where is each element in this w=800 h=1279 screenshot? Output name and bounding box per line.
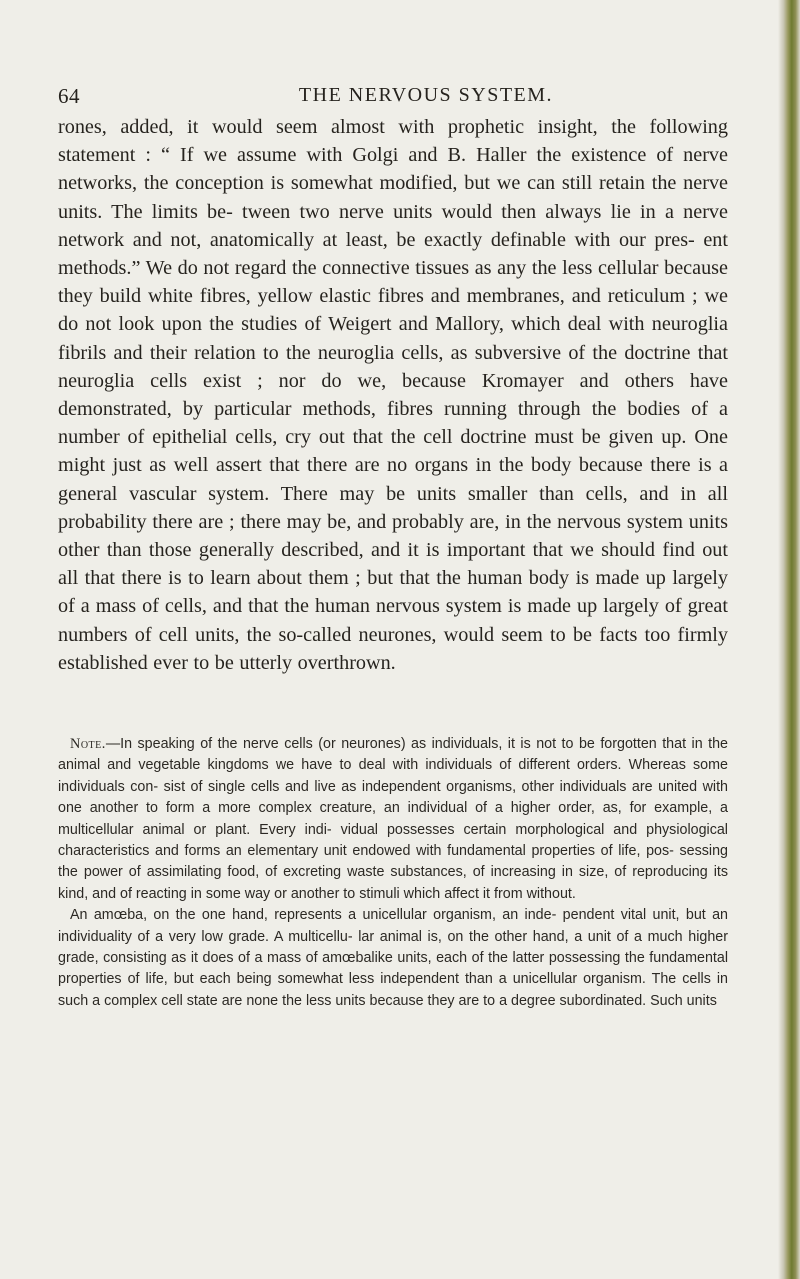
- page-number: 64: [58, 84, 80, 108]
- running-head: THE NERVOUS SYSTEM.: [298, 84, 554, 106]
- note-paragraph-2: An amœba, on the one hand, represents a unicellular organism, an inde- pendent vital unit, but an individuality of a very low grade. A multicellu- lar animal is, on the other hand, a unit of a much higher grade, consisting as it does of a mass of amœbalike units, each of the latter possessing the fundamental properties of life, but each being somewhat less independent than a unicellular organism. The cells in such a complex cell state are none the less units because they are to a degree subordinated. Such units: [58, 907, 728, 1009]
- page-header: [58, 84, 774, 114]
- note-paragraph-1: [58, 734, 728, 905]
- main-paragraph: rones, added, it would seem almost with prophetic insight, the following statement : “ If we assume with Golgi and B. Haller the existence of nerve networks, the conception is somewhat modified, but we can still retain the nerve units. The limits be- tween two nerve units would then always lie in a nerve network and not, anatomically at least, be exactly definable with our pres- ent methods.” We do not regard the connective tissues as any the less cellular because they build white fibres, yellow elastic fibres and membranes, and reticulum ; we do not look upon the studies of Weigert and Mallory, which deal with neuroglia fibrils and their relation to the neuroglia cells, as subversive of the doctrine that neuroglia cells exist ; nor do we, because Kromayer and others have demonstrated, by particular methods, fibres running through the bodies of a number of epithelial cells, cry out that the cell doctrine must be given up. One might just as well assert that there are no organs in the body because there is a general vascular system. There may be units smaller than cells, and in all probability there are ; there may be, and probably are, in the nervous system units other than those generally described, and it is important that we should find out all that there is to learn about them ; but that the human body is made up largely of a mass of cells, and that the human nervous system is made up largely of great numbers of cell units, the so-called neurones, would seem to be facts too firmly established ever to be utterly overthrown.: [58, 116, 728, 674]
- note-lead: Note.: [70, 736, 106, 752]
- footnote: [58, 734, 728, 1012]
- note-paragraph-1-text: —In speaking of the nerve cells (or neurones) as individuals, it is not to be forgotten that in the animal and vegetable kingdoms we have to deal with individuals of different orders. Whereas some individuals con- sist of single cells and live as independent organisms, other individuals are united with one another to form a more complex creature, an individual of a higher order, as, for example, a multicellular animal or plant. Every indi- vidual possesses certain morphological and physiological characteristics and forms an elementary unit endowed with fundamental properties of life, pos- sessing the power of assimilating food, of excreting waste substances, of increasing in size, of reproducing its kind, and of reacting in some way or another to stimuli which affect it from without.: [58, 736, 728, 902]
- page-edge: [778, 0, 800, 1279]
